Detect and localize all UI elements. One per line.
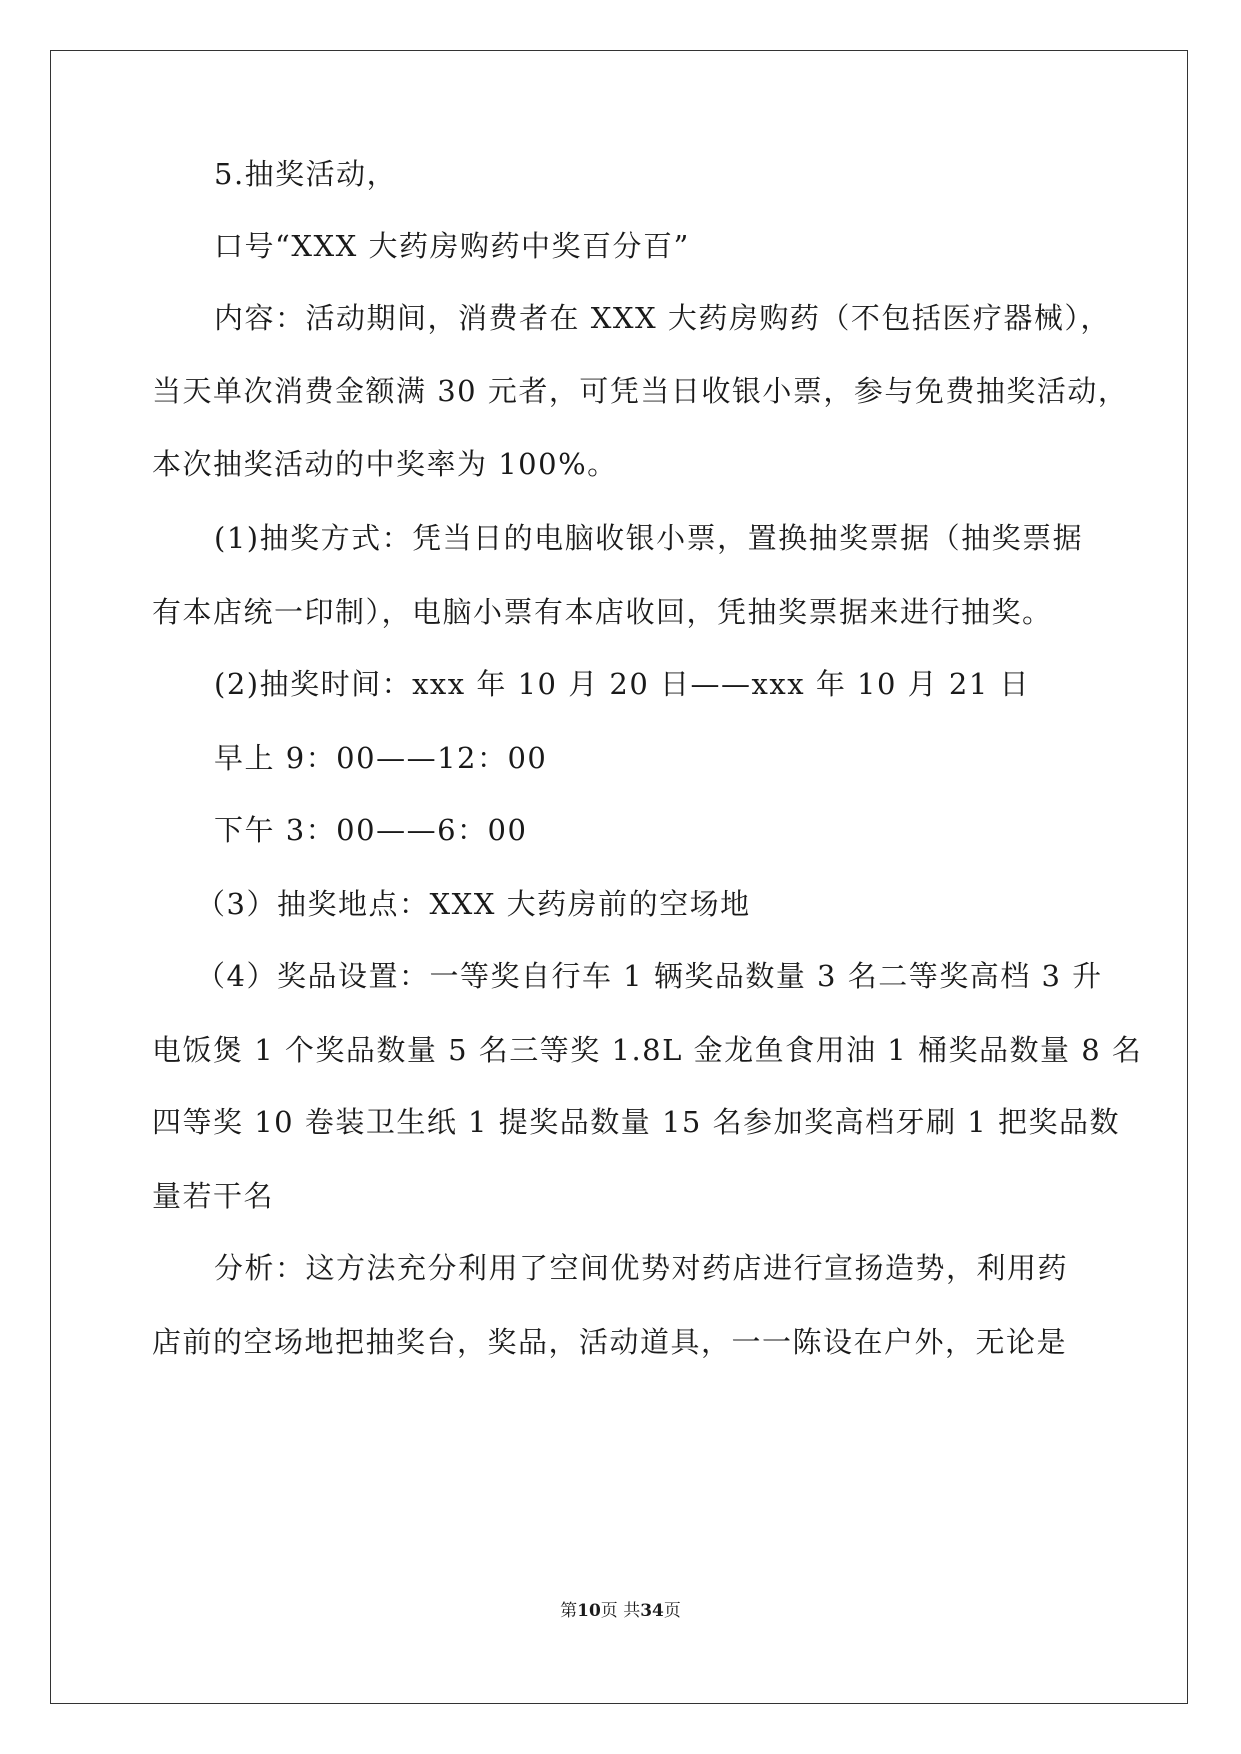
paragraph-line: 有本店统一印制），电脑小票有本店收回，凭抽奖票据来进行抽奖。	[152, 595, 1053, 629]
paragraph-line: 口号“XXX 大药房购药中奖百分百”	[214, 229, 690, 263]
paragraph-line: 四等奖 10 卷装卫生纸 1 提奖品数量 15 名参加奖高档牙刷 1 把奖品数	[152, 1105, 1120, 1139]
paragraph-line: (1)抽奖方式：凭当日的电脑收银小票，置换抽奖票据（抽奖票据	[214, 521, 1084, 555]
paragraph-line: （3）抽奖地点：XXX 大药房前的空场地	[196, 887, 751, 921]
paragraph-line: 电饭煲 1 个奖品数量 5 名三等奖 1.8L 金龙鱼食用油 1 桶奖品数量 8 名	[152, 1033, 1143, 1067]
paragraph-line: 内容：活动期间，消费者在 XXX 大药房购药（不包括医疗器械），	[214, 301, 1111, 335]
paragraph-line: 5.抽奖活动，	[214, 157, 398, 191]
paragraph-line: 本次抽奖活动的中奖率为 100%。	[152, 447, 618, 481]
page-footer	[0, 1596, 1241, 1621]
paragraph-line: 量若干名	[152, 1179, 275, 1213]
paragraph-line: 早上 9：00——12：00	[214, 741, 548, 775]
paragraph-line: 当天单次消费金额满 30 元者，可凭当日收银小票，参与免费抽奖活动，	[152, 374, 1129, 408]
current-page-number: 10	[577, 1601, 601, 1621]
paragraph-line: 下午 3：00——6：00	[214, 813, 528, 847]
footer-suffix: 页	[663, 1601, 681, 1621]
paragraph-line: （4）奖品设置：一等奖自行车 1 辆奖品数量 3 名二等奖高档 3 升	[196, 959, 1103, 993]
footer-prefix: 第	[560, 1601, 578, 1621]
paragraph-line: 店前的空场地把抽奖台，奖品，活动道具，一一陈设在户外，无论是	[152, 1325, 1068, 1359]
paragraph-line: (2)抽奖时间：xxx 年 10 月 20 日——xxx 年 10 月 21 日	[214, 667, 1030, 701]
paragraph-line: 分析：这方法充分利用了空间优势对药店进行宣扬造势，利用药	[214, 1251, 1069, 1285]
footer-mid: 页 共	[600, 1601, 641, 1621]
total-page-number: 34	[640, 1601, 664, 1621]
